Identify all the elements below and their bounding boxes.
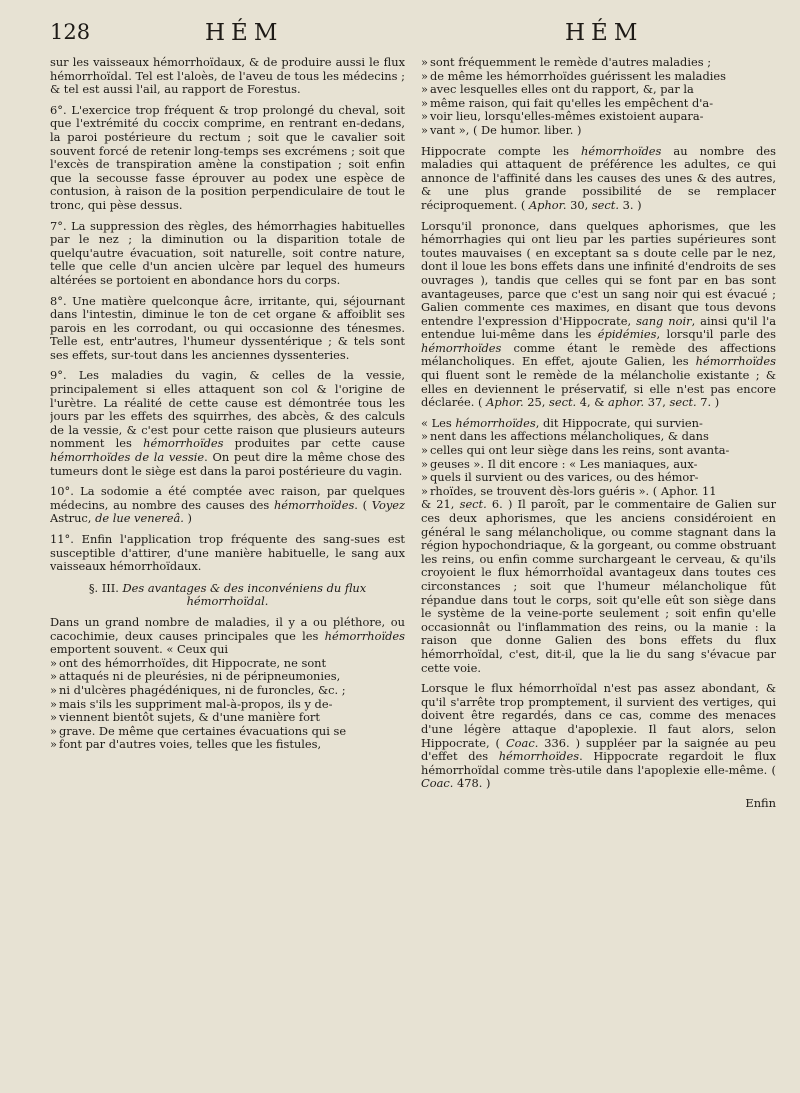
quote-line: » grave. De même que certaines évacuations qui se [50,723,347,738]
quote-line: » mais s'ils les suppriment mal-à-propos, ils y de- [50,696,333,711]
quote-line: » geuses ». Il dit encore : « Les maniaques, aux- [421,456,698,471]
quote-line: » quels il survient ou des varices, ou des hémor- [421,470,699,485]
quote-line: » voir lieu, lorsqu'elles-mêmes existoient aupara- [421,109,704,124]
quote-line: » vant », ( De humor. liber. ) [421,122,582,137]
paragraph-cause-7: 7°. La suppression des règles, des hémorrhagies habituelles par le nez ; la diminution ou la disparition totale de quelqu'autre évacuation, soit naturelle, soit contre nature, telle que celle d'un ancien ulcère par lequel des humeurs altérées se portoient en abondance hors du corps. [50,218,405,287]
paragraph-cause-10: 10°. La sodomie a été comptée avec raison, par quelques médecins, au nombre des causes des hémorrhoïdes. ( Voyez Astruc, de lue venereâ. ) [50,484,405,526]
quote-line: » viennent bientôt sujets, & d'une manière fort [50,710,320,725]
paragraph-cause-11: 11°. Enfin l'application trop fréquente des sang-sues est susceptible d'attirer, d'une manière habituelle, le sang aux vaisseaux hémorrhoïdaux. [50,532,405,574]
quote-line: » ont des hémorrhoïdes, dit Hippocrate, ne sont [50,655,327,670]
quote-block-left [50,657,405,752]
page-number: 128 [50,20,91,44]
quote-line: » même raison, qui fait qu'elles les empêchent d'a- [421,95,714,110]
text-columns [50,56,776,810]
quote-line: » avec lesquelles elles ont du rapport, &, par la [421,82,694,97]
page-header [50,20,776,56]
quote-line: » attaqués ni de pleurésies, ni de péripneumonies, [50,669,341,684]
quote-line: » sont fréquemment le remède d'autres maladies ; [421,56,712,69]
paragraph-melancholic: « Les hémorrhoïdes, dit Hippocrate, qui survien- [421,415,703,430]
quote-line: » ni d'ulcères phagédéniques, ni de furoncles, &c. ; [50,682,346,697]
running-head-right: HÉM [565,20,644,46]
paragraph-vertiges: Lorsque le flux hémorrhoïdal n'est pas assez abondant, & qu'il s'arrête trop promptement, il survient des vertiges, qui doivent être regardés, dans ce cas, comme des menaces d'une légère attaque d'apoplexie. Il faut alors, selon Hippocrate, ( Coac. 336. ) suppléer par la saignée au peu d'effet des hémorrhoïdes. Hippocrate regardoit le flux hémorrhoïdal comme très-utile dans l'apoplexie elle-même. ( Coac. 478. ) [421,681,776,791]
section-heading: §. III. Des avantages & des inconvéniens du flux hémorrhoïdal. [88,580,367,609]
quote-line: » rhoïdes, se trouvent dès-lors guéris ». ( Aphor. 11 [421,483,717,498]
paragraph-cause-6: 6°. L'exercice trop fréquent & trop prolongé du cheval, soit que l'extrémité du coccix comprime, en rentrant en-dedans, la paroi postérieure du rectum ; soit que le cavalier soit souvent forcé de retenir long-temps ses excrémens ; soit que l'excès de transpiration amène la constipation ; soit enfin que la secousse fasse éprouver au podex une espèce de contusion, à raison de la position perpendiculaire de tout le tronc, qui pèse dessus. [50,102,405,212]
left-column [50,56,405,810]
quote-line: » font par d'autres voies, telles que les fistules, [50,737,322,752]
quote-line: » de même les hémorrhoïdes guérissent les maladies [421,68,726,83]
paragraph-galien-anciens: & 21, sect. 6. ) Il paroît, par le commentaire de Galien sur ces deux aphorismes, que les anciens considéroient en général le sang mélancholique, ou comme stagnant dans la région hypochondriaque, & la gorgeant, ou comme obstruant les reins, ou enfin comme surchargeant le cerveau, & qu'ils croyoient le flux hémorrhoïdal avantageux dans toutes ces circonstances ; soit que l'humeur mélancholique fût répandue dans tout le corps, soit qu'elle eût son siège dans le système de la veine-porte seulement ; soit enfin qu'elle occasionnât ou l'inflammation des reins, ou la manie : la raison que donne Galien des bons effets du flux hémorrhoïdal, c'est, dit-il, que la lie du sang s'évacue par cette voie. [421,497,776,675]
quote-block-right-2 [421,430,776,498]
paragraph-hippocrate-adults: Hippocrate compte les hémorrhoïdes au nombre des maladies qui attaquent de préférence les adultes, ce qui annonce de l'affinité dans les causes des unes & des autres, & une plus grande possibilité de se remplacer réciproquement. ( Aphor. 30, sect. 3. ) [421,143,776,212]
quote-line: » nent dans les affections mélancholiques, & dans [421,429,709,444]
paragraph-cause-9: 9°. Les maladies du vagin, & celles de la vessie, principalement si elles attaquent son col & l'origine de l'urètre. La réalité de cette cause est démontrée tous les jours par les effets des squirrhes, des abcès, & des calculs de la vessie, & c'est pour cette raison que plusieurs auteurs nomment les hémorrhoïdes produites par cette cause hémorrhoïdes de la vessie. On peut dire la même chose des tumeurs dont le siège est dans la paroi postérieure du vagin. [50,368,405,478]
right-column [421,56,776,810]
paragraph-cause-8: 8°. Une matière quelconque âcre, irritante, qui, séjournant dans l'intestin, diminue le ton de cet organe & affoiblit ses parois en les corrodant, ou qui occasionne des ténesmes. Telle est, entr'autres, l'humeur dyssentérique ; & tels sont ses effets, sur-tout dans les anciennes dyssenteries. [50,293,405,362]
quote-block-right [421,56,776,138]
catchword: Enfin [745,795,776,810]
running-head-left: HÉM [205,20,284,46]
paragraph-advantages: Dans un grand nombre de maladies, il y a ou pléthore, ou cacochimie, deux causes principales que les hémorrhoïdes emportent souvent. « Ceux qui [50,614,405,657]
paragraph-galien-commentary: Lorsqu'il prononce, dans quelques aphorismes, que les hémorrhagies qui ont lieu par les parties supérieures sont toutes mauvaises ( en exceptant sa s doute celle par le nez, dont il loue les bons effets dans une infinité d'endroits de ses ouvrages ), tandis que celles qui se font par en bas sont avantageuses, parce que c'est un sang noir qui est évacué ; Galien commente ces maximes, en disant que tous devons entendre l'expression d'Hippocrate, sang noir, ainsi qu'il l'a entendue lui-même dans les épidémies, lorsqu'il parle des hémorrhoïdes comme étant le remède des affections mélancholiques. En effet, ajoute Galien, les hémorrhoïdes qui fluent sont le remède de la mélancholie existante ; & elles en deviennent le préservatif, si elle n'est pas encore déclarée. ( Aphor. 25, sect. 4, & aphor. 37, sect. 7. ) [421,218,776,410]
paragraph-continued: sur les vaisseaux hémorrhoïdaux, & de produire aussi le flux hémorrhoïdal. Tel est l'aloès, de l'aveu de tous les médecins ; & tel est aussi l'ail, au rapport de Forestus. [50,56,405,97]
quote-line: » celles qui ont leur siège dans les reins, sont avanta- [421,443,730,458]
